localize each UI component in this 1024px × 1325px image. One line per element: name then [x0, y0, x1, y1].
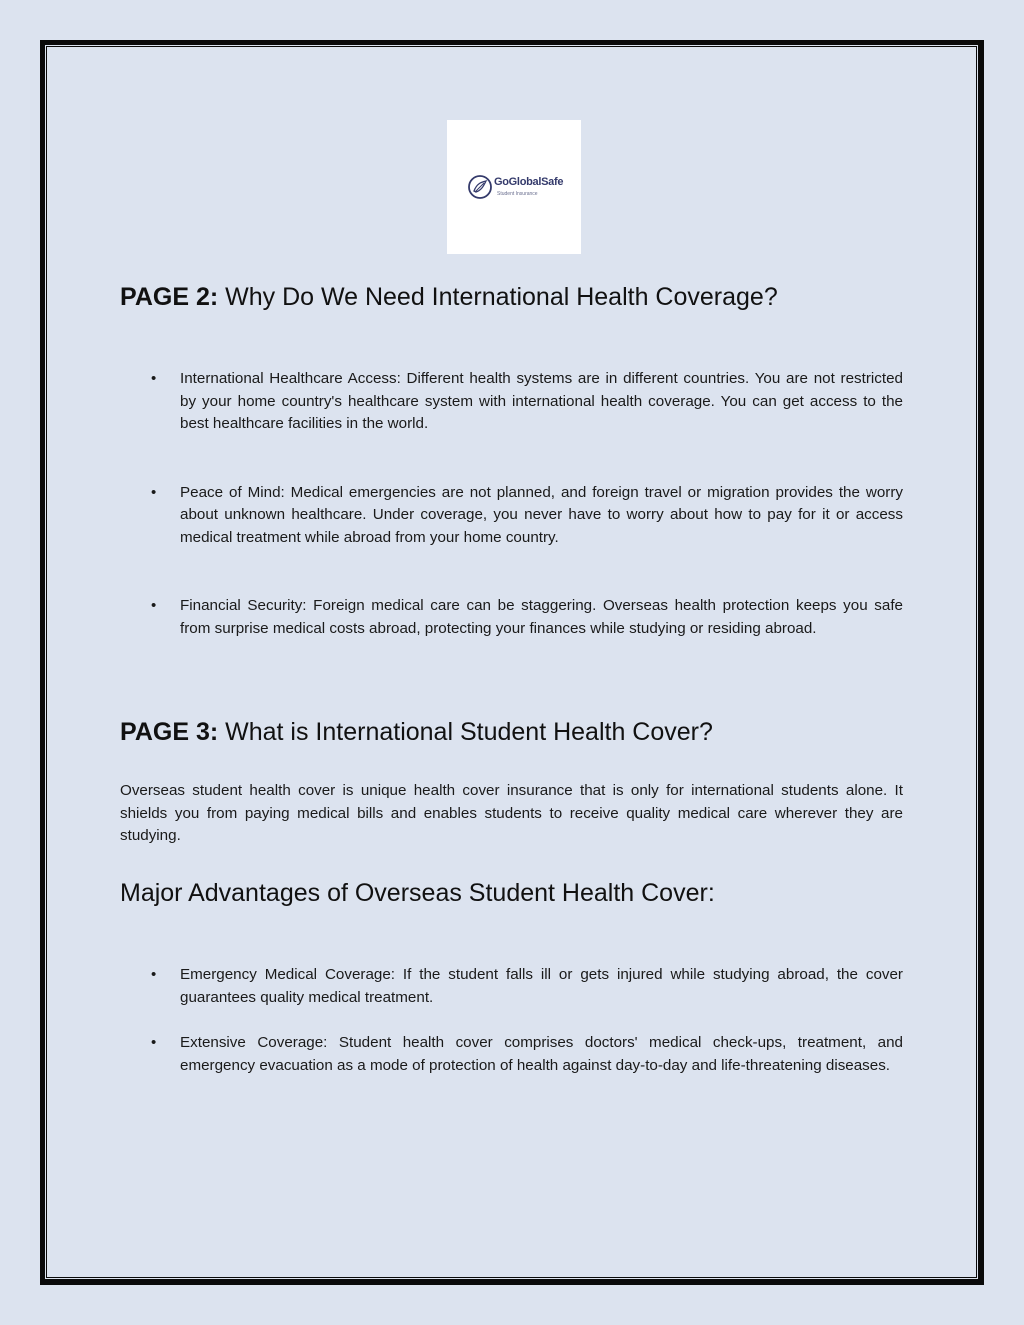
bullet-icon: • [151, 1034, 157, 1051]
bullet-icon: • [151, 370, 157, 387]
globe-leaf-icon [467, 174, 493, 200]
list-item [150, 595, 903, 640]
page3-heading [120, 717, 713, 747]
page2-label: PAGE 2: [120, 283, 219, 311]
bullet-text: International Healthcare Access: Different health systems are in different countries. You are not restricted by your home country's healthcare system with international health coverage. You can get access to the best healthcare facilities in the world. [180, 370, 903, 432]
list-item [150, 482, 903, 550]
bullet-text: Financial Security: Foreign medical care can be staggering. Overseas health protection keeps you safe from surprise medical costs abroad, protecting your finances while studying or residing abroad. [180, 597, 903, 637]
logo-tagline: Student Insurance [497, 191, 538, 197]
logo-name: GoGlobalSafe [494, 176, 564, 188]
bullet-text: Emergency Medical Coverage: If the student falls ill or gets injured while studying abroad, the cover guarantees quality medical treatment. [180, 966, 903, 1006]
bullet-text: Peace of Mind: Medical emergencies are not planned, and foreign travel or migration provides the worry about unknown healthcare. Under coverage, you never have to worry about how to pay for it or access medical treatment while abroad from your home country. [180, 483, 903, 546]
page2-bullet-list [150, 368, 903, 640]
page2-heading [120, 282, 778, 312]
bullet-icon: • [151, 483, 157, 501]
list-item [150, 1032, 903, 1077]
bullet-icon: • [151, 966, 157, 983]
list-item [150, 964, 903, 1009]
advantages-bullet-list [150, 964, 903, 1077]
page3-label: PAGE 3: [120, 718, 219, 746]
page3-title: What is International Student Health Cover? [218, 718, 713, 746]
bullet-text: Extensive Coverage: Student health cover comprises doctors' medical check-ups, treatment, and emergency evacuation as a mode of protection of health against day-to-day and life-threatening diseases. [180, 1034, 903, 1074]
bullet-icon: • [151, 597, 157, 614]
advantages-heading: Major Advantages of Overseas Student Health Cover: [120, 879, 715, 907]
list-item [150, 368, 903, 436]
page3-paragraph: Overseas student health cover is unique health cover insurance that is only for international students alone. It shields you from paying medical bills and enables students to receive quality medical care wherever they are studying. [120, 782, 903, 844]
page2-title: Why Do We Need International Health Coverage? [218, 283, 778, 311]
